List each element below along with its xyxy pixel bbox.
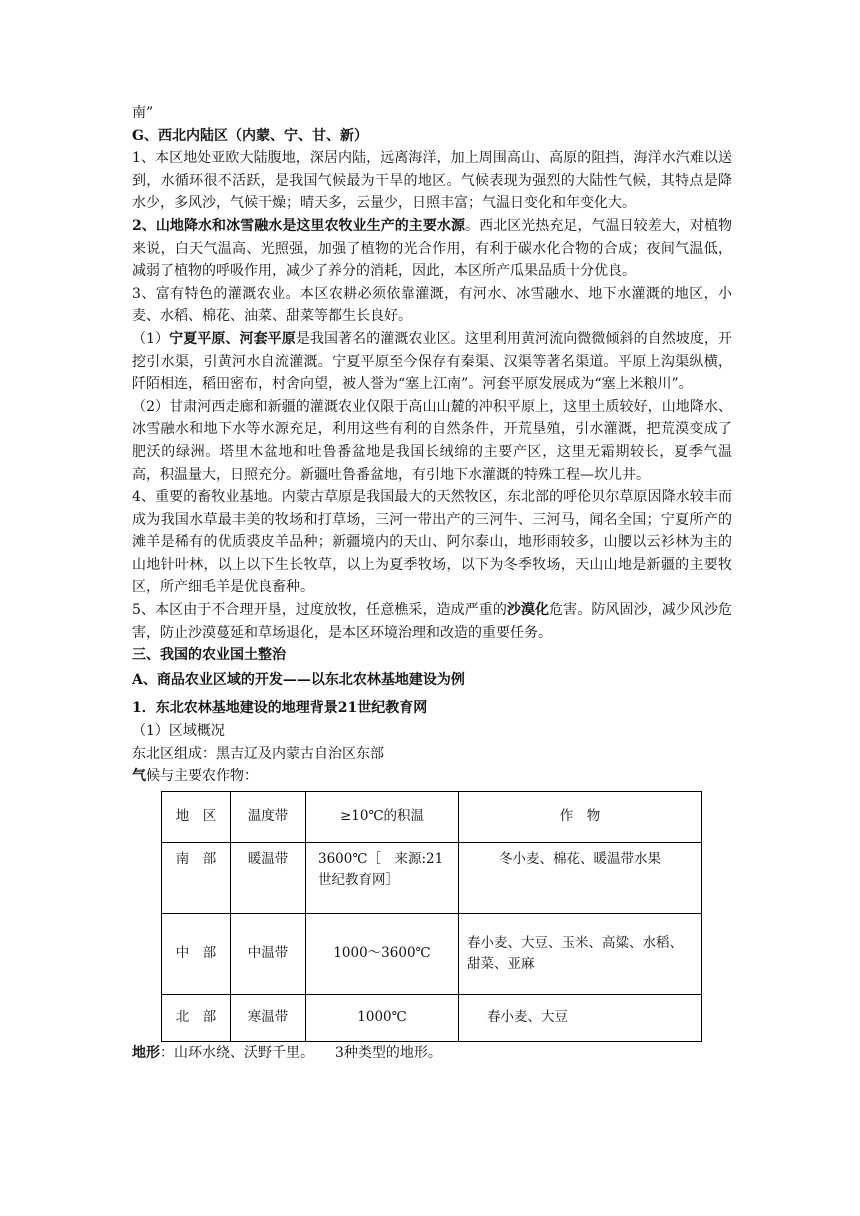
paragraph-5-bold: 沙漠化 — [506, 602, 550, 619]
header-cell: 温度带 — [231, 791, 306, 842]
table-cell: 寒温带 — [231, 994, 306, 1041]
table-header-row — [162, 791, 702, 842]
paragraph-3-1-rest: 是我国著名的灌溉农业区。这里利用黄河流向微微倾斜的自然坡度，开挖引水渠，引黄河水自流灌溉。宁夏平原至今保存有秦渠、汉渠等著名渠道。平原上沟渠纵横，阡陌相连，稻田密布，村舍向望，被人誉为“塞上江南”。河套平原发展成为“塞上米粮川”。 — [132, 330, 733, 393]
terrain-line — [132, 1042, 732, 1065]
section-heading-3: 三、我国的农业国土整治 — [132, 647, 286, 664]
section-heading-g: G、西北内陆区（内蒙、宁、甘、新） — [132, 127, 368, 144]
section-heading-a: A、商品农业区域的开发——以东北农林基地建设为例 — [132, 671, 465, 688]
header-cell: 作 物 — [459, 791, 702, 842]
table-row — [162, 913, 702, 994]
paragraph-2-bold: 2、山地降水和冰雪融水是这里农牧业生产的主要水源 — [132, 217, 466, 234]
climate-bold: 气 — [132, 768, 146, 785]
header-cell: ≥10℃的积温 — [306, 791, 459, 842]
table-cell: 中 部 — [162, 913, 231, 994]
paragraph-5-pre: 5、本区由于不合理开垦，过度放牧，任意樵采，造成严重的 — [132, 602, 507, 619]
table-cell: 中温带 — [231, 913, 306, 994]
table-cell: 1000℃ — [306, 994, 459, 1041]
section-heading-1: 1．东北农林基地建设的地理背景21世纪教育网 — [132, 700, 428, 717]
paragraph-3-2: （2）甘肃河西走廊和新疆的灌溉农业仅限于高山山麓的冲积平原上，这里土质较好，山地降水、冰雪融水和地下水等水源充足，利用这些有利的自然条件，开荒垦殖，引水灌溉，把荒漠变成了肥沃的绿洲。塔里木盆地和吐鲁番盆地是我国长绒绵的主要产区，这里无霜期较长，夏季气温高，积温量大，日照充分。新疆吐鲁番盆地，有引地下水灌溉的特殊工程—坎儿井。 — [132, 398, 732, 483]
region-line: 东北区组成：黑吉辽及内蒙古自治区东部 — [132, 745, 384, 762]
text-line: 南” — [132, 105, 154, 121]
table-row — [162, 842, 702, 913]
crop-table — [161, 791, 702, 1042]
paragraph-3-1-bold: 宁夏平原、河套平原 — [169, 330, 296, 347]
sub-heading: （1）区域概况 — [132, 723, 225, 740]
paragraph-3: 3、富有特色的灌溉农业。本区农耕必须依靠灌溉，有河水、冰雪融水、地下水灌溉的地区，小麦、水稻、棉花、油菜、甜菜等都生长良好。 — [132, 285, 732, 325]
table-cell: 春小麦、大豆、玉米、高粱、水稻、甜菜、亚麻 — [459, 913, 702, 994]
table-cell: 暖温带 — [231, 842, 306, 913]
table-row — [162, 994, 702, 1041]
table-cell: 1000～3600℃ — [306, 913, 459, 994]
header-cell: 地 区 — [162, 791, 231, 842]
table-cell: 春小麦、大豆 — [459, 994, 702, 1041]
terrain-bold: 地形 — [132, 1044, 160, 1061]
paragraph-2 — [132, 215, 732, 283]
table-cell: 南 部 — [162, 842, 231, 913]
table-cell: 3600℃［ 来源:21世纪教育网］ — [306, 842, 459, 913]
terrain-rest: ：山环水绕、沃野千里。 3种类型的地形。 — [160, 1044, 442, 1061]
paragraph-5 — [132, 599, 732, 644]
paragraph-2-rest: 。西北区光热充足，气温日较差大，对植物来说，白天气温高、光照强，加强了植物的光合作用，有利于碳水化合物的合成；夜间气温低，减弱了植物的呼吸作用，减少了养分的消耗，因此，本区所产瓜果品质十分优良。 — [132, 217, 732, 280]
climate-rest: 候与主要农作物： — [146, 768, 258, 785]
table-cell: 冬小麦、棉花、暖温带水果 — [459, 842, 702, 913]
paragraph-3-1 — [132, 328, 732, 396]
paragraph-1: 1、本区地处亚欧大陆腹地，深居内陆，远离海洋，加上周围高山、高原的阻挡，海洋水汽难以送到，水循环很不活跃，是我国气候最为干旱的地区。气候表现为强烈的大陆性气候，其特点是降水少，多风沙，气候干燥；晴天多，云量少，日照丰富；气温日变化和年变化大。 — [132, 150, 732, 212]
paragraph-4: 4、重要的畜牧业基地。内蒙古草原是我国最大的天然牧区，东北部的呼伦贝尔草原因降水较丰而成为我国水草最丰美的牧场和打草场，三河一带出产的三河牛、三河马，闻名全国；宁夏所产的滩羊是稀有的优质裘皮羊品种；新疆境内的天山、阿尔泰山，地形雨较多，山腰以云衫林为主的山地针叶林，以上以下生长牧草，以上为夏季牧场，以下为冬季牧场，天山山地是新疆的主要牧区，所产细毛羊是优良畜种。 — [132, 489, 732, 596]
paragraph-5-rest: 危害。防风固沙，减少风沙危害，防止沙漠蔓延和草场退化，是本区环境治理和改造的重要任务。 — [132, 602, 733, 641]
climate-line — [132, 765, 732, 788]
document-page — [132, 102, 732, 1064]
table-cell: 北 部 — [162, 994, 231, 1041]
paragraph-3-1-pre: （1） — [132, 330, 170, 347]
